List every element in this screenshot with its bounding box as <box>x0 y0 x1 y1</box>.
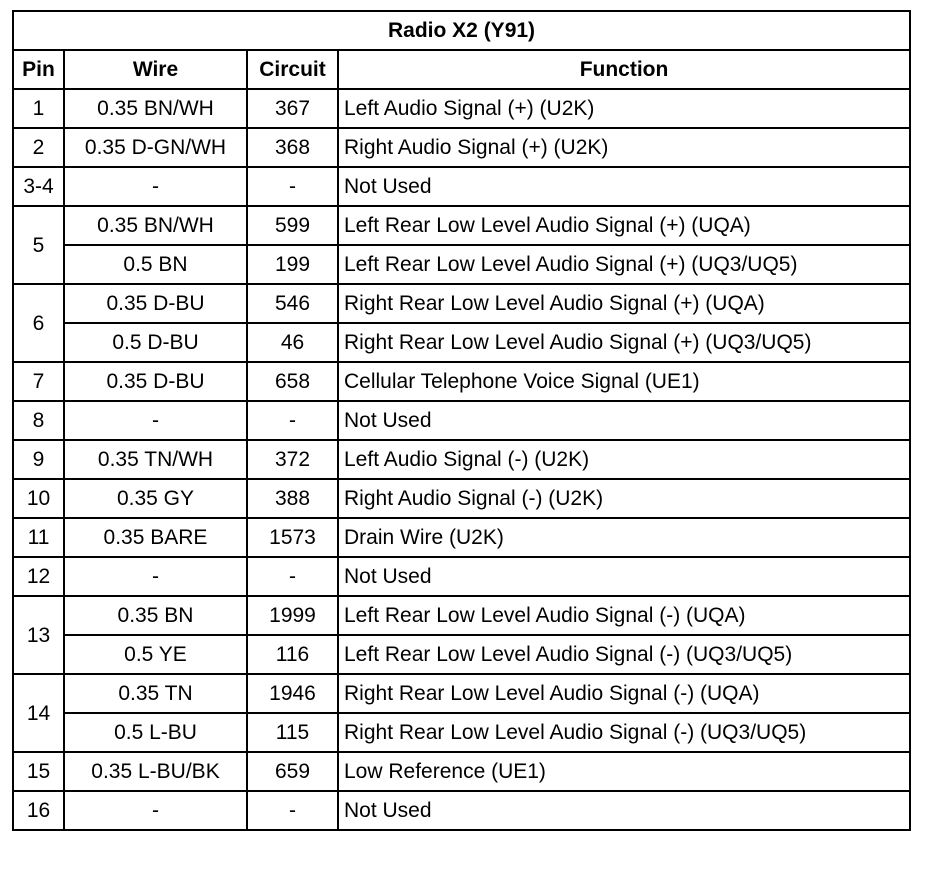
circuit-cell: 658 <box>247 362 338 401</box>
circuit-cell: 115 <box>247 713 338 752</box>
wire-cell: 0.5 D-BU <box>64 323 247 362</box>
function-cell: Left Rear Low Level Audio Signal (-) (UQ3/UQ5) <box>338 635 910 674</box>
header-function: Function <box>338 50 910 89</box>
circuit-cell: - <box>247 167 338 206</box>
circuit-cell: 388 <box>247 479 338 518</box>
table-row <box>13 674 910 713</box>
table-row <box>13 713 910 752</box>
function-cell: Not Used <box>338 557 910 596</box>
function-cell: Not Used <box>338 791 910 830</box>
function-cell: Right Audio Signal (-) (U2K) <box>338 479 910 518</box>
table-title: Radio X2 (Y91) <box>13 11 910 50</box>
pin-cell: 5 <box>13 206 64 284</box>
table-row <box>13 752 910 791</box>
wire-cell: 0.5 YE <box>64 635 247 674</box>
function-cell: Right Rear Low Level Audio Signal (-) (UQ3/UQ5) <box>338 713 910 752</box>
circuit-cell: 199 <box>247 245 338 284</box>
circuit-cell: 546 <box>247 284 338 323</box>
circuit-cell: 367 <box>247 89 338 128</box>
pin-cell: 8 <box>13 401 64 440</box>
table-row <box>13 596 910 635</box>
wire-cell: - <box>64 401 247 440</box>
function-cell: Right Audio Signal (+) (U2K) <box>338 128 910 167</box>
function-cell: Left Audio Signal (+) (U2K) <box>338 89 910 128</box>
wire-cell: 0.35 GY <box>64 479 247 518</box>
circuit-cell: 372 <box>247 440 338 479</box>
wire-cell: - <box>64 557 247 596</box>
pin-cell: 1 <box>13 89 64 128</box>
circuit-cell: 659 <box>247 752 338 791</box>
table-row <box>13 128 910 167</box>
pin-cell: 14 <box>13 674 64 752</box>
function-cell: Not Used <box>338 167 910 206</box>
wire-cell: 0.35 D-GN/WH <box>64 128 247 167</box>
wire-cell: 0.35 TN <box>64 674 247 713</box>
circuit-cell: - <box>247 557 338 596</box>
wire-cell: 0.5 L-BU <box>64 713 247 752</box>
wire-cell: - <box>64 167 247 206</box>
circuit-cell: 368 <box>247 128 338 167</box>
function-cell: Right Rear Low Level Audio Signal (-) (UQA) <box>338 674 910 713</box>
wire-cell: - <box>64 791 247 830</box>
pin-cell: 16 <box>13 791 64 830</box>
function-cell: Left Rear Low Level Audio Signal (-) (UQA) <box>338 596 910 635</box>
table-row <box>13 323 910 362</box>
wire-cell: 0.35 BARE <box>64 518 247 557</box>
function-cell: Cellular Telephone Voice Signal (UE1) <box>338 362 910 401</box>
wire-cell: 0.35 D-BU <box>64 362 247 401</box>
function-cell: Not Used <box>338 401 910 440</box>
wire-cell: 0.35 BN/WH <box>64 206 247 245</box>
table-row <box>13 167 910 206</box>
circuit-cell: - <box>247 791 338 830</box>
column-header-row <box>13 50 910 89</box>
wire-cell: 0.35 L-BU/BK <box>64 752 247 791</box>
pin-rows <box>13 89 910 830</box>
table-row <box>13 518 910 557</box>
function-cell: Right Rear Low Level Audio Signal (+) (UQ3/UQ5) <box>338 323 910 362</box>
wire-cell: 0.5 BN <box>64 245 247 284</box>
function-cell: Left Audio Signal (-) (U2K) <box>338 440 910 479</box>
circuit-cell: - <box>247 401 338 440</box>
pin-cell: 2 <box>13 128 64 167</box>
circuit-cell: 1946 <box>247 674 338 713</box>
pin-cell: 7 <box>13 362 64 401</box>
pin-cell: 11 <box>13 518 64 557</box>
table-row <box>13 206 910 245</box>
function-cell: Right Rear Low Level Audio Signal (+) (UQA) <box>338 284 910 323</box>
table-row <box>13 284 910 323</box>
header-pin: Pin <box>13 50 64 89</box>
wire-cell: 0.35 TN/WH <box>64 440 247 479</box>
pin-cell: 15 <box>13 752 64 791</box>
wire-cell: 0.35 BN <box>64 596 247 635</box>
table-row <box>13 440 910 479</box>
function-cell: Low Reference (UE1) <box>338 752 910 791</box>
table-row <box>13 362 910 401</box>
table-row <box>13 791 910 830</box>
function-cell: Drain Wire (U2K) <box>338 518 910 557</box>
wire-cell: 0.35 BN/WH <box>64 89 247 128</box>
pin-cell: 9 <box>13 440 64 479</box>
header-wire: Wire <box>64 50 247 89</box>
table-row <box>13 89 910 128</box>
pin-cell: 12 <box>13 557 64 596</box>
function-cell: Left Rear Low Level Audio Signal (+) (UQA) <box>338 206 910 245</box>
circuit-cell: 599 <box>247 206 338 245</box>
table-row <box>13 401 910 440</box>
wire-cell: 0.35 D-BU <box>64 284 247 323</box>
connector-pinout-table <box>12 10 911 831</box>
table-title-row <box>13 11 910 50</box>
circuit-cell: 46 <box>247 323 338 362</box>
pin-cell: 3-4 <box>13 167 64 206</box>
pin-cell: 6 <box>13 284 64 362</box>
header-circuit: Circuit <box>247 50 338 89</box>
circuit-cell: 1573 <box>247 518 338 557</box>
table-row <box>13 479 910 518</box>
table-row <box>13 245 910 284</box>
circuit-cell: 1999 <box>247 596 338 635</box>
pin-cell: 13 <box>13 596 64 674</box>
circuit-cell: 116 <box>247 635 338 674</box>
table-row <box>13 635 910 674</box>
pin-cell: 10 <box>13 479 64 518</box>
table-row <box>13 557 910 596</box>
function-cell: Left Rear Low Level Audio Signal (+) (UQ3/UQ5) <box>338 245 910 284</box>
